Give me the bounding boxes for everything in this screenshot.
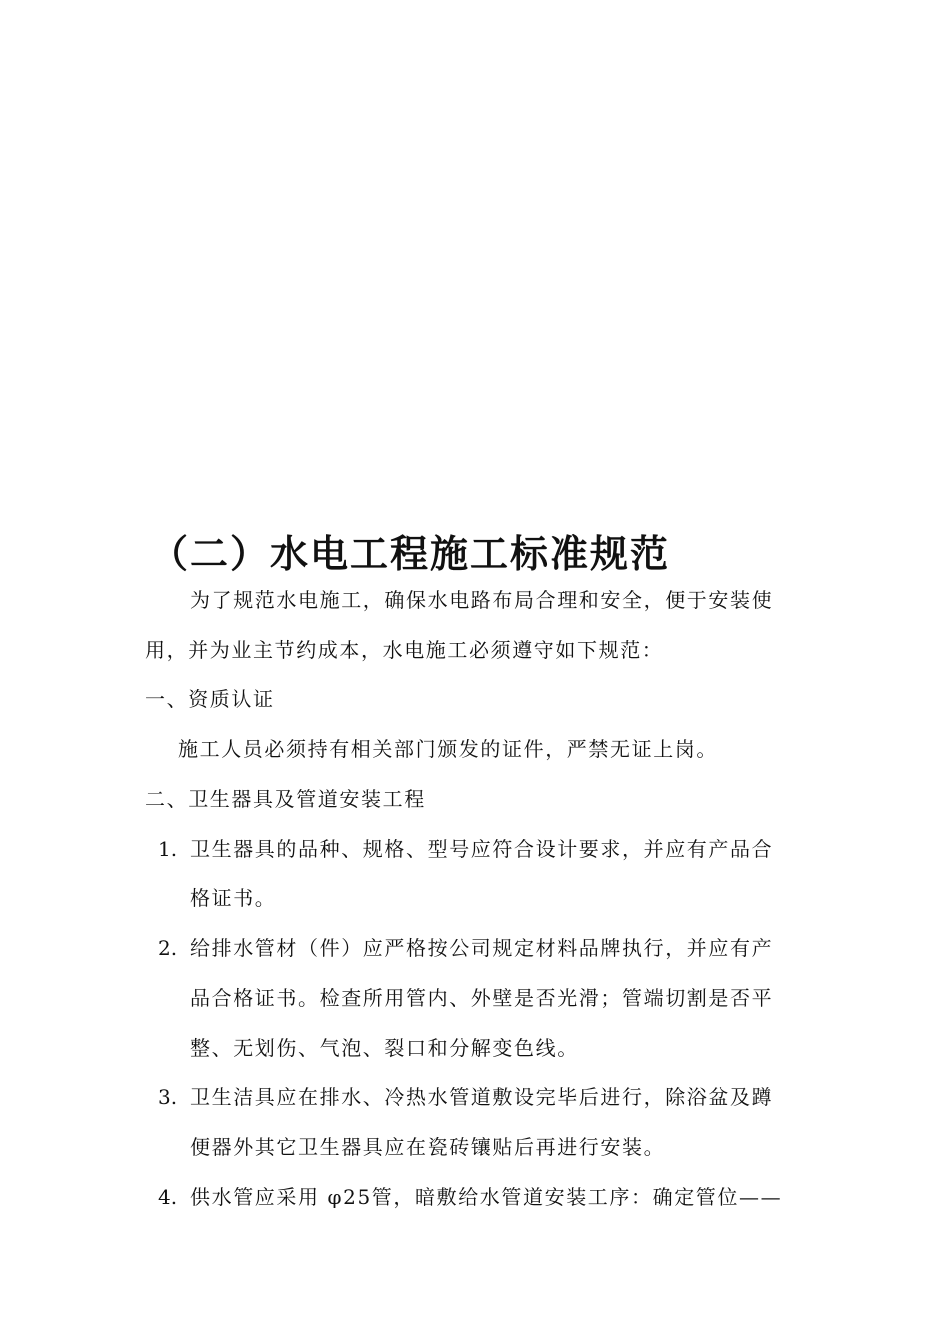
section-body-qualification: 施工人员必须持有相关部门颁发的证件，严禁无证上岗。 — [178, 737, 718, 761]
intro-line-2: 用，并为业主节约成本，水电施工必须遵守如下规范： — [145, 638, 664, 662]
section-heading-qualification: 一、资质认证 — [145, 687, 275, 711]
list-item-line: 品合格证书。检查所用管内、外壁是否光滑；管端切割是否平 — [190, 986, 774, 1010]
intro-line-1: 为了规范水电施工，确保水电路布局合理和安全，便于安装使 — [190, 588, 774, 612]
list-item-number: 1. — [158, 837, 178, 861]
list-item-line: 格证书。 — [190, 886, 277, 910]
list-item-line: 给排水管材（件）应严格按公司规定材料品牌执行，并应有产 — [190, 936, 774, 960]
document-title: （二）水电工程施工标准规范 — [150, 532, 671, 576]
list-item-line: 供水管应采用 φ25管，暗敷给水管道安装工序：确定管位—— — [190, 1185, 783, 1209]
list-item-number: 2. — [158, 936, 178, 960]
list-item-line: 卫生洁具应在排水、冷热水管道敷设完毕后进行，除浴盆及蹲 — [190, 1085, 774, 1109]
list-item-line: 便器外其它卫生器具应在瓷砖镶贴后再进行安装。 — [190, 1135, 666, 1159]
list-item-line: 整、无划伤、气泡、裂口和分解变色线。 — [190, 1036, 579, 1060]
list-item-number: 3. — [158, 1085, 178, 1109]
list-item-number: 4. — [158, 1185, 178, 1209]
list-item-line: 卫生器具的品种、规格、型号应符合设计要求，并应有产品合 — [190, 837, 774, 861]
section-heading-sanitary: 二、卫生器具及管道安装工程 — [145, 787, 426, 811]
